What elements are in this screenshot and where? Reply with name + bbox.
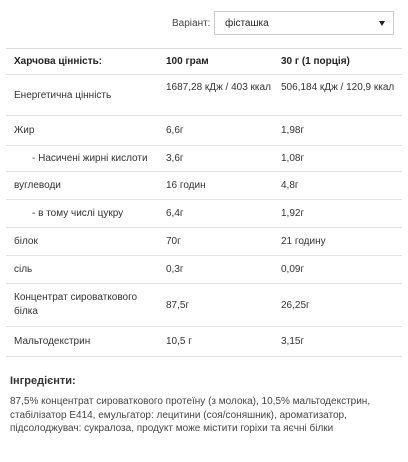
ingredients-title: Інгредієнти: — [10, 375, 76, 387]
nutrient-value-per-100g: 6,6г — [166, 125, 184, 136]
nutrient-name: Енергетична цінність — [14, 90, 112, 101]
nutrient-name: - в тому числі цукру — [32, 208, 124, 219]
nutrient-value-per-serving: 1,98г — [281, 125, 305, 136]
variant-select[interactable] — [214, 11, 394, 35]
nutrient-value-per-serving: 0,09г — [281, 264, 305, 275]
nutrient-value-per-100g: 0,3г — [166, 264, 184, 275]
nutrient-name: вуглеводи — [14, 180, 61, 191]
table-row — [6, 75, 402, 116]
table-row — [6, 284, 402, 327]
nutrient-value-per-serving: 3,15г — [281, 336, 305, 347]
nutrient-name: сіль — [14, 264, 33, 275]
nutrient-name: Концентрат сироваткового білка — [14, 292, 138, 317]
nutrient-name: Жир — [14, 125, 35, 136]
variant-label: Варіант: — [172, 18, 211, 29]
table-row — [6, 256, 402, 284]
variant-selected-value: фісташка — [225, 18, 269, 29]
nutrient-name: білок — [14, 236, 38, 247]
column-header-per-100g: 100 грам — [166, 56, 209, 67]
nutrient-value-per-100g: 87,5г — [166, 300, 190, 311]
nutrient-name: - Насичені жирні кислоти — [32, 153, 148, 164]
nutrient-value-per-100g: 6,4г — [166, 208, 184, 219]
chevron-down-icon — [379, 21, 385, 26]
table-row — [6, 116, 402, 146]
table-row — [6, 200, 402, 228]
nutrient-value-per-serving: 26,25г — [281, 300, 310, 311]
table-row — [6, 172, 402, 200]
nutrient-value-per-100g: 16 годин — [166, 180, 206, 191]
nutrient-value-per-serving: 21 годину — [281, 236, 326, 247]
nutrition-table — [6, 48, 402, 357]
column-header-per-serving: 30 г (1 порція) — [281, 56, 350, 67]
nutrient-value-per-serving: 1,92г — [281, 208, 305, 219]
nutrient-value-per-100g: 10,5 г — [166, 336, 192, 347]
column-header-nutrient: Харчова цінність: — [14, 56, 103, 67]
nutrient-value-per-100g: 70г — [166, 236, 181, 247]
nutrient-value-per-100g: 1687,28 кДж / 403 ккал — [166, 82, 271, 93]
nutrient-name: Мальтодекстрин — [14, 336, 91, 347]
ingredients-text: 87,5% концентрат сироваткового протеїну (з молока), 10,5% мальтодекстрин, стабілізатор Е414, емульгатор: лецитини (соя/соняшник), ароматизатор, підсолоджувач: сукралоза, продукт може містити горіхи та яєчні білки — [10, 396, 371, 434]
table-header-row — [6, 49, 402, 75]
table-row — [6, 228, 402, 256]
nutrient-value-per-serving: 506,184 кДж / 120,9 ккал — [281, 82, 395, 93]
table-row — [6, 327, 402, 357]
nutrient-value-per-serving: 4,8г — [281, 180, 299, 191]
variant-row — [0, 10, 408, 36]
table-row — [6, 146, 402, 172]
nutrient-value-per-serving: 1,08г — [281, 153, 305, 164]
nutrient-value-per-100g: 3,6г — [166, 153, 184, 164]
